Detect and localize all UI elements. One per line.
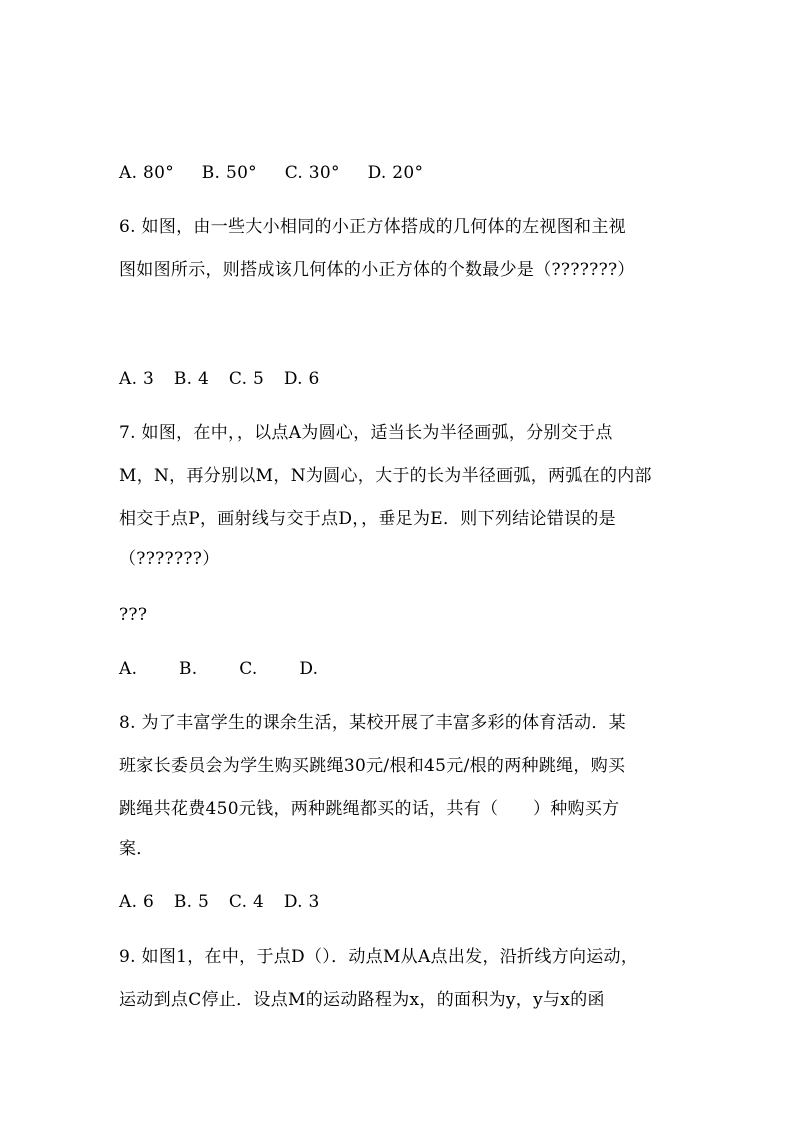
q8-option-a: A. 6 [119, 892, 155, 912]
q7-text-line-1: 7. 如图，在中，，以点A为圆心，适当长为半径画弧，分别交于点 [119, 423, 613, 443]
q5-options [119, 161, 423, 185]
q8-option-b: B. 5 [173, 892, 210, 912]
q7-option-b: B. [179, 659, 198, 679]
q7-option-c: C. [239, 659, 258, 679]
q7-options [119, 657, 318, 681]
q9-text-line-1: 9. 如图1，在中，于点D（）．动点M从A点出发，沿折线方向运动， [119, 947, 639, 967]
q8-text-line-1: 8. 为了丰富学生的课余生活，某校开展了丰富多彩的体育活动．某 [119, 713, 626, 733]
q7-option-d: D. [299, 659, 319, 679]
q8-option-d: D. 3 [283, 892, 320, 912]
q8-options [119, 890, 320, 914]
q6-text-line-2: 图如图所示，则搭成该几何体的小正方体的个数最少是（???????） [119, 260, 635, 280]
q8-text-line-4: 案． [119, 839, 154, 859]
q5-option-d: D. 20° [367, 163, 424, 183]
q8-option-c: C. 4 [228, 892, 265, 912]
q5-option-a: A. 80° [119, 163, 175, 183]
q6-option-a: A. 3 [119, 369, 155, 389]
q8-text-line-2: 班家长委员会为学生购买跳绳30元/根和45元/根的两种跳绳，购买 [119, 756, 626, 776]
q7-text-line-2: M，N，再分别以M，N为圆心，大于的长为半径画弧，两弧在的内部 [119, 466, 652, 486]
q6-text-line-1: 6. 如图，由一些大小相同的小正方体搭成的几何体的左视图和主视 [119, 217, 626, 237]
q5-option-c: C. 30° [284, 163, 340, 183]
q6-options [119, 367, 320, 391]
q9-text-line-2: 运动到点C停止．设点M的运动路程为x，的面积为y，y与x的函 [119, 990, 605, 1010]
q7-option-a: A. [119, 659, 138, 679]
q7-text-line-5: ??? [119, 605, 148, 625]
q8-text-line-3: 跳绳共花费450元钱，两种跳绳都买的话，共有（ ）种购买方 [119, 799, 620, 819]
q7-text-line-3: 相交于点P，画射线与交于点D，，垂足为E．则下列结论错误的是 [119, 509, 616, 529]
q5-option-b: B. 50° [201, 163, 257, 183]
q6-option-b: B. 4 [173, 369, 210, 389]
q6-option-c: C. 5 [228, 369, 265, 389]
q6-option-d: D. 6 [283, 369, 320, 389]
q7-text-line-4: （???????） [119, 549, 220, 569]
